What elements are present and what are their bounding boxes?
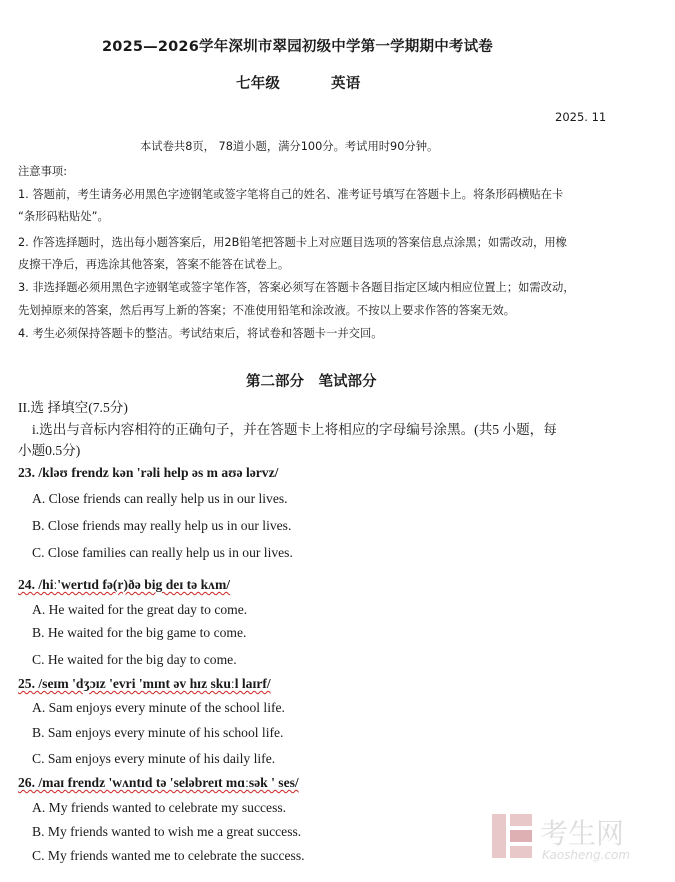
watermark-cn: 考生网 [540, 817, 625, 850]
part-title: 第二部分 笔试部分 [246, 374, 377, 390]
question-24-option-c: C. He waited for the big day to come. [32, 652, 237, 667]
question-26-phonetic: 26. /maɪ frendz 'wʌntɪd tə 'seləbreɪt mɑːsək ' ses/ [18, 775, 299, 790]
question-25-phonetic: 25. /seɪm 'dʒɔɪz 'evri 'mɪnt əv hɪz skuːl laɪrf/ [18, 676, 271, 691]
question-23-option-b: B. Close friends may really help us in our lives. [32, 518, 292, 533]
section-instruction: i.选出与音标内容相符的正确句子，并在答题卡上将相应的字母编号涂黑。(共5 小题，每 [32, 422, 557, 437]
question-23-option-c: C. Close families can really help us in our lives. [32, 545, 293, 560]
note-line: 皮擦干净后，再选涂其他答案，答案不能答在试卷上。 [18, 258, 290, 271]
notes-heading: 注意事项: [18, 165, 67, 178]
note-line: 4. 考生必须保持答题卡的整洁。考试结束后，将试卷和答题卡一并交回。 [18, 327, 383, 340]
exam-summary: 本试卷共8页， 78道小题，满分100分。考试用时90分钟。 [140, 140, 439, 153]
section-instruction: 小题0.5分) [18, 443, 81, 458]
question-26-option-c: C. My friends wanted me to celebrate the success. [32, 848, 305, 863]
kaosheng-watermark [490, 812, 670, 872]
question-25-option-c: C. Sam enjoys every minute of his daily life. [32, 751, 276, 766]
exam-date: 2025. 11 [555, 110, 607, 124]
kaosheng-logo-icon [490, 812, 534, 860]
exam-title: 2025—2026学年深圳市翠园初级中学第一学期期中考试卷 [102, 39, 494, 55]
section-heading: II.选 择填空(7.5分) [18, 400, 128, 415]
question-25-option-b: B. Sam enjoys every minute of his school life. [32, 725, 284, 740]
subject-label: 英语 [331, 76, 361, 92]
question-24-option-a: A. He waited for the great day to come. [32, 602, 248, 617]
question-24-phonetic: 24. /hiː'wertɪd fə(r)ðə big deɪ tə kʌm/ [18, 577, 231, 592]
note-line: 3. 非选择题必须用黑色字迹钢笔或签字笔作答，答案必须写在答题卡各题目指定区域内相应位置上；如需改动， [18, 281, 575, 294]
note-line: 2. 作答选择题时，选出每小题答案后，用2B铅笔把答题卡上对应题目选项的答案信息点涂黑；如需改动，用橡 [18, 236, 567, 249]
note-line: 先划掉原来的答案，然后再写上新的答案；不准使用铅笔和涂改液。不按以上要求作答的答案无效。 [18, 304, 516, 317]
watermark-en: Kaosheng.com [542, 848, 631, 862]
question-23-phonetic: 23. /kləʊ frendz kən 'rəli help əs m aʊə lərvz/ [18, 465, 279, 480]
grade-label: 七年级 [236, 76, 281, 92]
note-line: “条形码粘贴处”。 [18, 210, 109, 223]
question-26-option-a: A. My friends wanted to celebrate my success. [32, 800, 287, 815]
question-23-option-a: A. Close friends can really help us in our lives. [32, 491, 288, 506]
question-25-option-a: A. Sam enjoys every minute of the school life. [32, 700, 285, 715]
note-line: 1. 答题前，考生请务必用黑色字迹钢笔或签字笔将自己的姓名、准考证号填写在答题卡上。将条形码横贴在卡 [18, 188, 564, 201]
question-24-option-b: B. He waited for the big game to come. [32, 625, 247, 640]
question-26-option-b: B. My friends wanted to wish me a great success. [32, 824, 302, 839]
